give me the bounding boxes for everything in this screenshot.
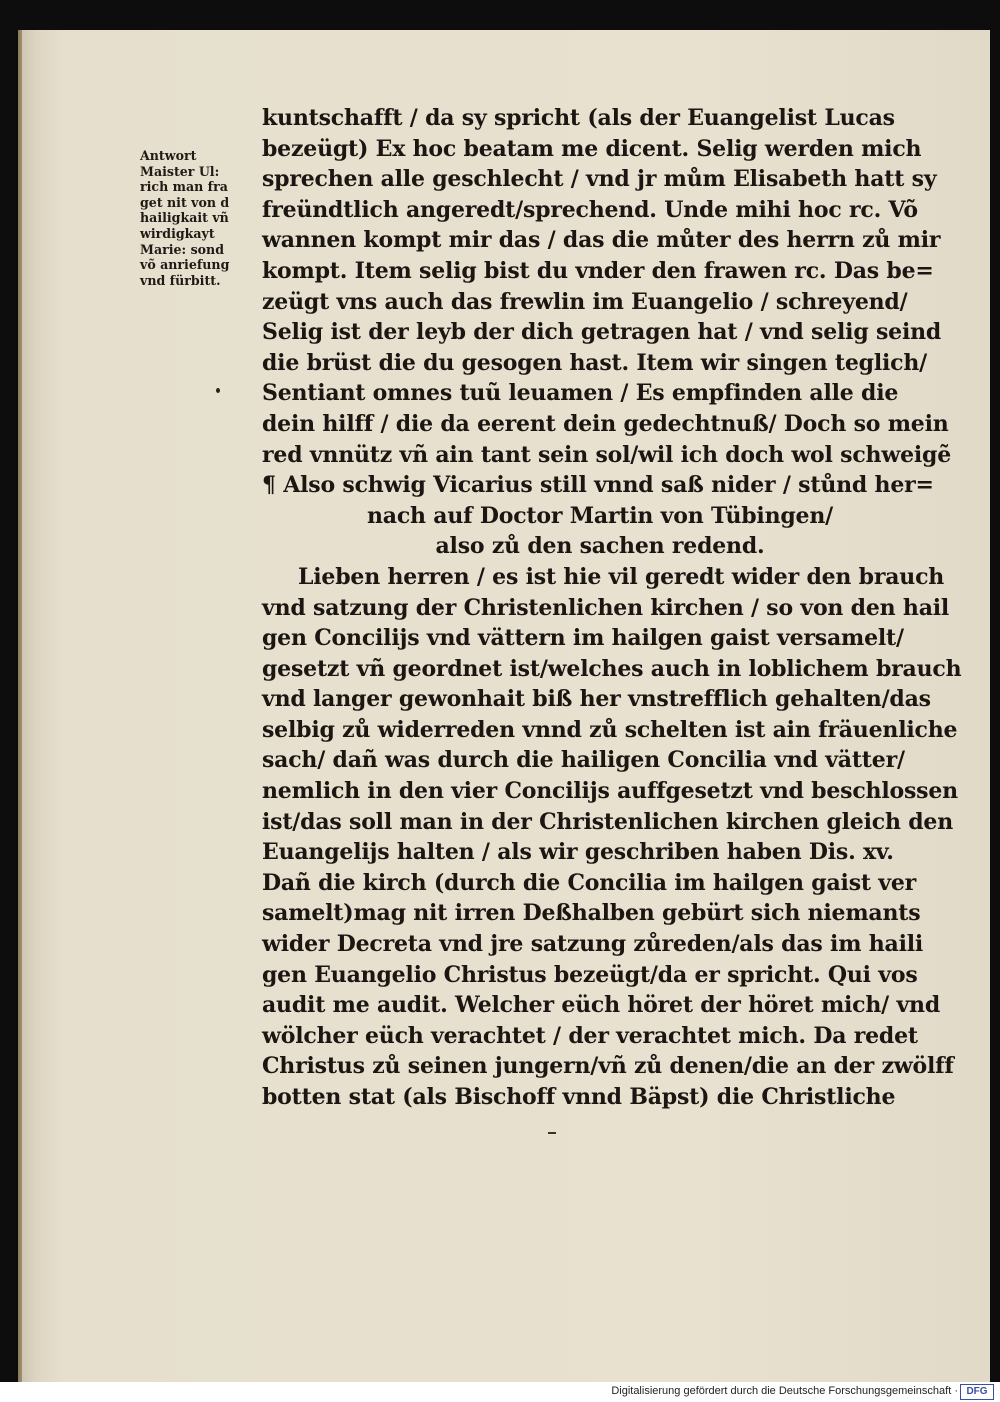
text-line: dein hilff / die da eerent dein gedechtnuß/ Doch so mein	[262, 410, 949, 437]
text-line: red vnnütz vñ ain tant sein sol/wil ich doch wol schweigẽ	[262, 441, 952, 468]
text-line: vnd satzung der Christenlichen kirchen / so von den hail	[262, 594, 950, 621]
text-line: samelt)mag nit irren Deßhalben gebürt sich niemants	[262, 900, 921, 927]
text-line: selbig zů widerreden vnnd zů schelten ist ain fräuenliche	[262, 716, 958, 743]
margin-note-line: wirdigkayt	[140, 225, 215, 241]
ink-mark	[216, 388, 220, 393]
text-line: Sentiant omnes tuũ leuamen / Es empfinden alle die	[262, 380, 899, 407]
text-line: kuntschafft / da sy spricht (als der Euangelist Lucas	[262, 105, 895, 131]
text-line: sprechen alle geschlecht / vnd jr mům Elisabeth hatt sy	[262, 166, 937, 193]
dfg-logo: DFG	[960, 1384, 994, 1400]
margin-note-line: võ anriefung	[140, 257, 230, 273]
text-line: freündtlich angeredt/sprechend. Unde mihi hoc rc. Võ	[262, 196, 918, 223]
margin-note	[140, 148, 262, 288]
text-line: wider Decreta vnd jre satzung zůreden/als das im haili	[262, 931, 924, 958]
margin-note-line: Marie: sond	[140, 241, 225, 257]
margin-note-line: rich man fra	[140, 179, 228, 195]
text-line: nemlich in den vier Concilijs auffgesetzt vnd beschlossen	[262, 778, 958, 805]
text-line: Euangelijs halten / als wir geschriben haben Dis. xv.	[262, 839, 894, 866]
margin-note-line: get nit von d	[140, 194, 230, 210]
footer-bar	[0, 1382, 1000, 1402]
text-line: vnd langer gewonhait biß her vnstrefflich gehalten/das	[262, 686, 931, 713]
text-line: wölcher eüch verachtet / der verachtet mich. Da redet	[262, 1022, 918, 1049]
text-line: die brüst die du gesogen hast. Item wir singen teglich/	[262, 349, 927, 376]
margin-note-line: Maister Ul:	[140, 163, 220, 179]
text-line: ¶ Also schwig Vicarius still vnnd saß nider / stůnd her=	[262, 472, 934, 499]
margin-note-line: hailigkait vñ	[140, 210, 229, 226]
text-line: gen Euangelio Christus bezeügt/da er spricht. Qui vos	[262, 961, 918, 988]
text-line: Selig ist der leyb der dich getragen hat / vnd selig seind	[262, 319, 942, 346]
text-line: bezeügt) Ex hoc beatam me dicent. Selig werden mich	[262, 135, 922, 162]
text-line: also zů den sachen redend.	[435, 533, 765, 560]
text-line: botten stat (als Bischoff vnnd Bäpst) die Christliche	[262, 1084, 896, 1110]
body-text	[262, 103, 962, 1113]
ink-mark	[548, 1132, 556, 1134]
margin-note-line: vnd fürbitt.	[140, 272, 221, 288]
funding-credit: Digitalisierung gefördert durch die Deutsche Forschungsgemeinschaft ·	[611, 1385, 958, 1397]
text-line: sach/ dañ was durch die hailigen Concilia vnd vätter/	[262, 747, 905, 774]
text-line: Christus zů seinen jungern/vñ zů denen/die an der zwölff	[262, 1053, 954, 1080]
text-line: kompt. Item selig bist du vnder den frawen rc. Das be=	[262, 257, 934, 284]
text-line: Lieben herren / es ist hie vil geredt wider den brauch	[298, 563, 945, 590]
text-line: ist/das soll man in der Christenlichen kirchen gleich den	[262, 808, 953, 835]
text-line: gesetzt vñ geordnet ist/welches auch in loblichem brauch	[262, 655, 962, 682]
text-line: audit me audit. Welcher eüch höret der höret mich/ vnd	[262, 992, 941, 1019]
text-line: Dañ die kirch (durch die Concilia im hailgen gaist ver	[262, 869, 917, 896]
text-line: zeügt vns auch das frewlin im Euangelio / schreyend/	[262, 288, 908, 315]
margin-note-line: Antwort	[140, 148, 197, 163]
text-line: wannen kompt mir das / das die můter des herrn zů mir	[262, 227, 941, 254]
text-line: gen Concilijs vnd vättern im hailgen gaist versamelt/	[262, 625, 904, 652]
text-line: nach auf Doctor Martin von Tübingen/	[366, 502, 833, 529]
